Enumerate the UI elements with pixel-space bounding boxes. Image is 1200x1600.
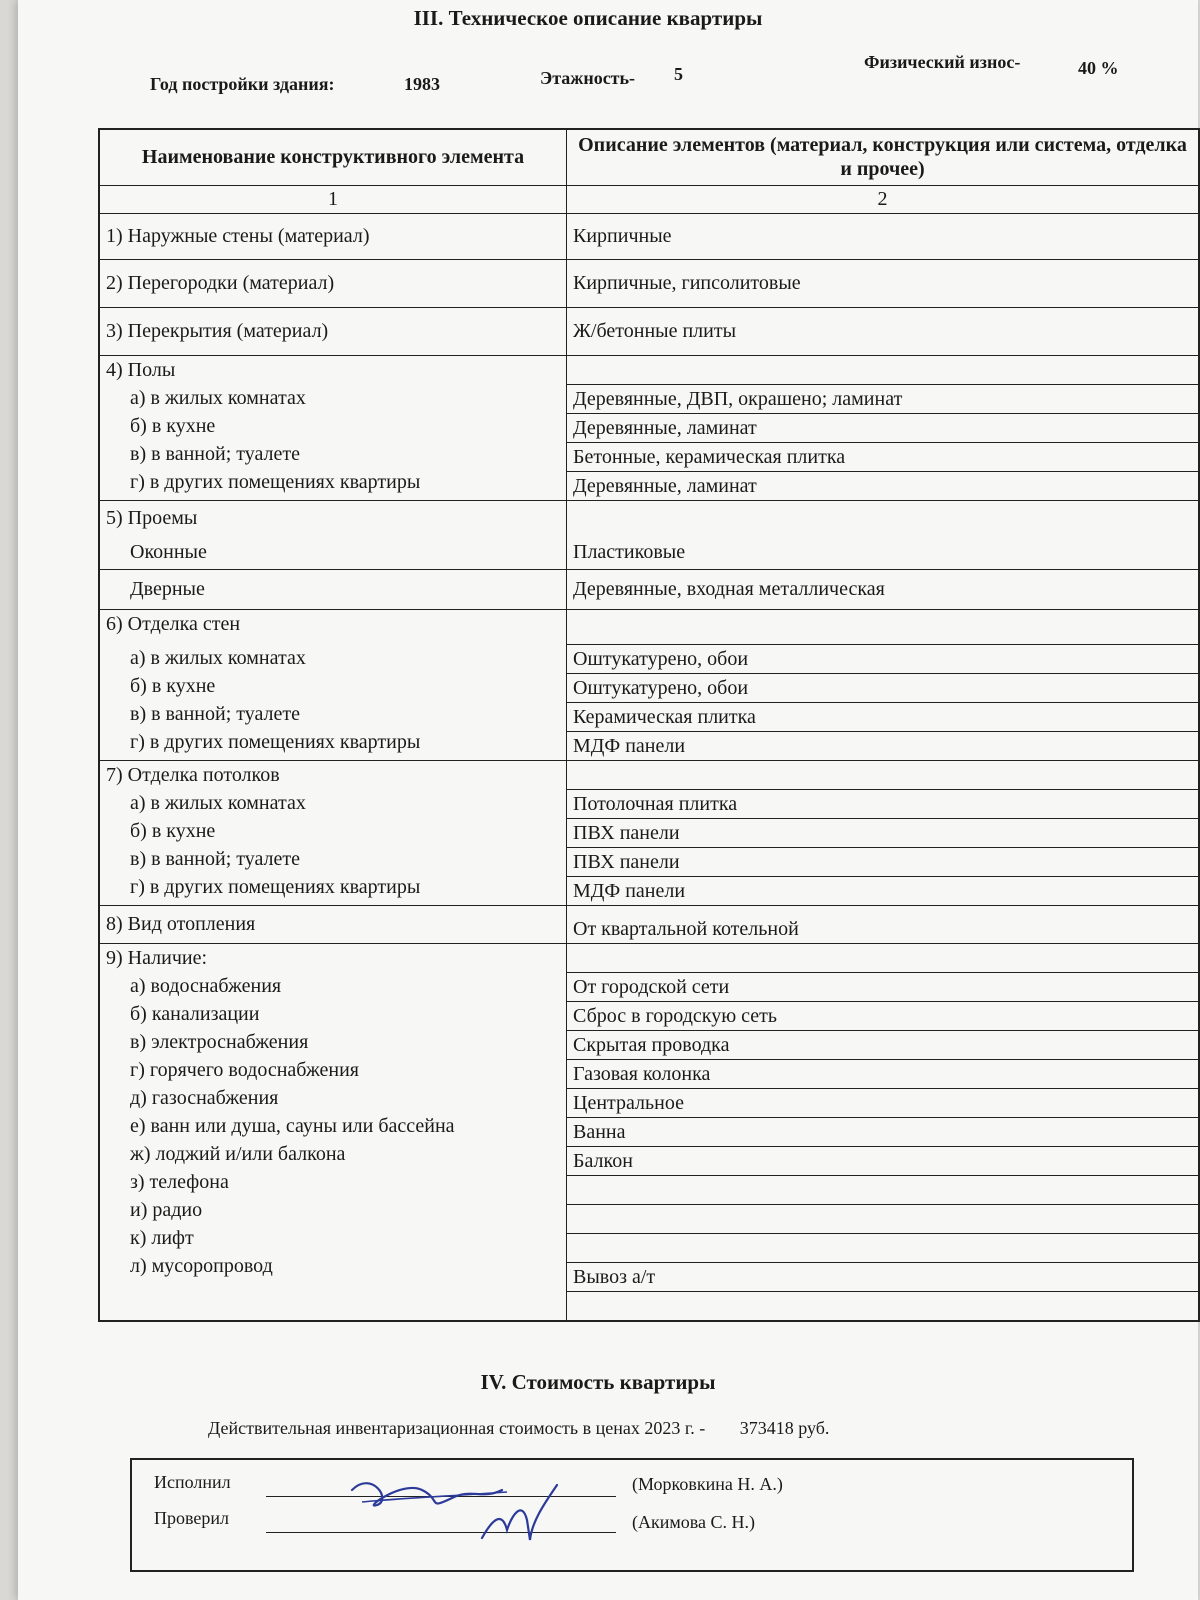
availability-row (99, 943, 1199, 1321)
heating-value: От квартальной котельной (567, 905, 1200, 943)
floors-values (567, 355, 1200, 500)
walls-labels (99, 609, 567, 760)
availability-item-label: г) горячего водоснабжения (130, 1058, 359, 1081)
row-label: 2) Перегородки (материал) (99, 259, 567, 307)
walls-row (99, 609, 1199, 760)
windows-label: Оконные (130, 540, 207, 563)
blank-line (567, 610, 1198, 645)
heating-label: 8) Вид отопления (99, 905, 567, 943)
floors-item-label: г) в других помещениях квартиры (130, 470, 421, 493)
availability-item-value: От городской сети (567, 973, 1198, 1002)
openings-heading: 5) Проемы (106, 506, 198, 529)
availability-item-value: Вывоз а/т (567, 1263, 1198, 1292)
table-row (99, 213, 1199, 259)
availability-item-value: Балкон (567, 1147, 1198, 1176)
floors-label: Этажность- (540, 68, 636, 88)
technical-description-table (98, 128, 1200, 1322)
col-number-2: 2 (567, 185, 1200, 213)
row-label: 3) Перекрытия (материал) (99, 307, 567, 355)
walls-item-label: а) в жилых комнатах (130, 646, 306, 669)
performed-label: Исполнил (154, 1472, 231, 1492)
doors-row (99, 569, 1199, 609)
col-number-1: 1 (99, 185, 567, 213)
doors-label-cell (99, 569, 567, 609)
table-row (99, 307, 1199, 355)
availability-item-value: Скрытая проводка (567, 1031, 1198, 1060)
openings-labels (99, 500, 567, 569)
ceilings-item-value: МДФ панели (573, 879, 686, 902)
walls-heading: 6) Отделка стен (106, 612, 241, 635)
floors-item-value: Деревянные, ламинат (567, 414, 1198, 443)
table-header-row (99, 129, 1199, 185)
year-label: Год постройки здания: (150, 74, 335, 94)
walls-item-label: г) в других помещениях квартиры (130, 730, 421, 753)
row-value: Кирпичные, гипсолитовые (567, 259, 1200, 307)
availability-item-value: Ванна (567, 1118, 1198, 1147)
ceilings-row (99, 760, 1199, 905)
ceilings-heading: 7) Отделка потолков (106, 763, 280, 786)
row-value: Кирпичные (567, 213, 1200, 259)
cost-label: Действительная инвентаризационная стоимость в ценах 2023 г. - (208, 1418, 706, 1438)
availability-item-value (567, 1234, 1198, 1263)
floors-value: 5 (674, 64, 683, 84)
blank-line (567, 761, 1198, 790)
availability-item-value: Сброс в городскую сеть (567, 1002, 1198, 1031)
blank-line (106, 1280, 560, 1308)
blank-line (567, 1292, 1198, 1320)
availability-item-label: и) радио (130, 1198, 203, 1221)
walls-item-value: Оштукатурено, обои (567, 645, 1198, 674)
floors-item-value: Бетонные, керамическая плитка (567, 443, 1198, 472)
ceilings-values (567, 760, 1200, 905)
availability-labels (99, 943, 567, 1321)
blank-line (567, 944, 1198, 973)
floors-item-value: Деревянные, ДВП, окрашено; ламинат (567, 385, 1198, 414)
handwritten-signature-icon (332, 1460, 632, 1550)
walls-item-value: Керамическая плитка (567, 703, 1198, 732)
heating-row (99, 905, 1199, 943)
wear-label: Физический износ- (864, 52, 1021, 72)
availability-item-label: к) лифт (130, 1226, 194, 1249)
availability-item-value: Газовая колонка (567, 1060, 1198, 1089)
floors-heading: 4) Полы (106, 358, 176, 381)
floors-item-value: Деревянные, ламинат (573, 474, 757, 497)
walls-item-label: в) в ванной; туалете (130, 702, 301, 725)
availability-item-label: б) канализации (130, 1002, 260, 1025)
wear-value: 40 % (1078, 58, 1119, 78)
document-sheet (18, 0, 1198, 1600)
ceilings-item-label: а) в жилых комнатах (130, 791, 306, 814)
availability-values (567, 943, 1200, 1321)
walls-item-value: Оштукатурено, обои (567, 674, 1198, 703)
ceilings-item-label: г) в других помещениях квартиры (130, 875, 421, 898)
walls-item-value: МДФ панели (573, 734, 686, 757)
ceilings-item-label: б) в кухне (130, 819, 216, 842)
openings-row (99, 500, 1199, 569)
doors-label: Дверные (130, 578, 205, 600)
ceilings-item-label: в) в ванной; туалете (130, 847, 301, 870)
ceilings-item-value: ПВХ панели (567, 848, 1198, 877)
blank-line (567, 356, 1198, 385)
walls-item-label: б) в кухне (130, 674, 216, 697)
windows-value: Пластиковые (567, 500, 1200, 569)
floors-item-label: а) в жилых комнатах (130, 386, 306, 409)
performed-name: (Морковкина Н. А.) (632, 1474, 783, 1494)
column-number-row (99, 185, 1199, 213)
availability-item-value (567, 1176, 1198, 1205)
row-label: 1) Наружные стены (материал) (99, 213, 567, 259)
availability-item-value: Центральное (567, 1089, 1198, 1118)
availability-item-label: з) телефона (130, 1170, 229, 1193)
availability-item-label: а) водоснабжения (130, 974, 282, 997)
availability-item-label: е) ванн или душа, сауны или бассейна (130, 1114, 455, 1137)
header-col1: Наименование конструктивного элемента (99, 129, 567, 185)
year-value: 1983 (404, 74, 440, 94)
ceilings-item-value: ПВХ панели (567, 819, 1198, 848)
availability-heading: 9) Наличие: (106, 946, 208, 969)
ceilings-item-value: Потолочная плитка (567, 790, 1198, 819)
floors-labels (99, 355, 567, 500)
row-value: Ж/бетонные плиты (567, 307, 1200, 355)
checked-label: Проверил (154, 1508, 229, 1528)
header-col2: Описание элементов (материал, конструкция или система, отделка и прочее) (567, 129, 1200, 185)
availability-item-value (567, 1205, 1198, 1234)
walls-values (567, 609, 1200, 760)
availability-item-label: л) мусоропровод (130, 1254, 273, 1277)
ceilings-labels (99, 760, 567, 905)
signature-box (130, 1458, 1134, 1572)
checked-name: (Акимова С. Н.) (632, 1512, 756, 1532)
table-row (99, 259, 1199, 307)
doors-value: Деревянные, входная металлическая (567, 569, 1200, 609)
section3-title: III. Техническое описание квартиры (413, 6, 763, 30)
cost-line (208, 1418, 829, 1439)
floors-item-label: в) в ванной; туалете (130, 442, 301, 465)
floors-row (99, 355, 1199, 500)
availability-item-label: ж) лоджий и/или балкона (130, 1142, 346, 1165)
availability-item-label: д) газоснабжения (130, 1086, 279, 1109)
availability-item-label: в) электроснабжения (130, 1030, 309, 1053)
cost-value: 373418 руб. (739, 1418, 830, 1438)
section4-title: IV. Стоимость квартиры (480, 1370, 716, 1394)
floors-item-label: б) в кухне (130, 414, 216, 437)
